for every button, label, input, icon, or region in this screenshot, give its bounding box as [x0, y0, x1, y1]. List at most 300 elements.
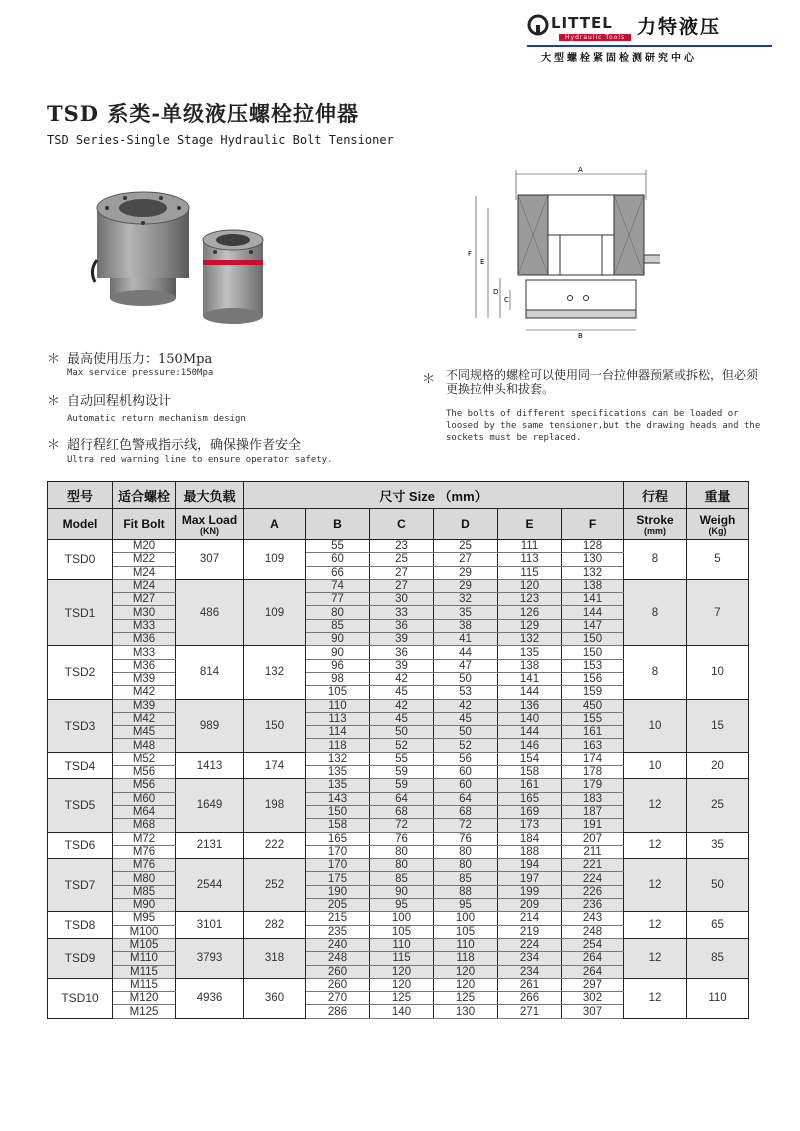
cell-model: TSD4: [48, 752, 113, 779]
dimension-drawing: [460, 160, 660, 340]
cell-dim-a: 252: [244, 859, 306, 912]
cell-dim-e: 169: [498, 805, 562, 818]
col-stroke-en: [624, 509, 687, 540]
cell-dim-d: 50: [434, 672, 498, 685]
cell-dim-e: 144: [498, 686, 562, 699]
cell-dim-d: 60: [434, 779, 498, 792]
cell-dim-d: 72: [434, 819, 498, 832]
cell-dim-e: 188: [498, 845, 562, 858]
cell-dim-e: 111: [498, 540, 562, 553]
cell-dim-c: 110: [370, 938, 434, 951]
cell-stroke: 8: [624, 540, 687, 580]
cell-dim-b: 270: [306, 992, 370, 1005]
cell-dim-c: 76: [370, 832, 434, 845]
cell-dim-f: 153: [562, 659, 624, 672]
cell-stroke: 12: [624, 938, 687, 978]
cell-dim-f: 179: [562, 779, 624, 792]
cell-model: TSD3: [48, 699, 113, 752]
cell-fit-bolt: M27: [113, 593, 176, 606]
cell-dim-d: 100: [434, 912, 498, 925]
cell-dim-f: 178: [562, 766, 624, 779]
col-bolt-en: Fit Bolt: [113, 509, 176, 540]
cell-fit-bolt: M60: [113, 792, 176, 805]
cell-max-load: 1649: [176, 779, 244, 832]
cell-stroke: 12: [624, 978, 687, 1018]
col-load-en: [176, 509, 244, 540]
cell-dim-f: 264: [562, 965, 624, 978]
cell-dim-b: 96: [306, 659, 370, 672]
cell-dim-a: 109: [244, 540, 306, 580]
table-row: [48, 752, 749, 765]
cell-stroke: 12: [624, 832, 687, 859]
cell-model: TSD5: [48, 779, 113, 832]
col-load-cn: 最大负载: [176, 482, 244, 509]
cell-dim-c: 90: [370, 885, 434, 898]
cell-dim-c: 68: [370, 805, 434, 818]
cell-fit-bolt: M85: [113, 885, 176, 898]
cell-dim-b: 190: [306, 885, 370, 898]
table-row: [48, 579, 749, 592]
cell-fit-bolt: M76: [113, 845, 176, 858]
cell-dim-f: 207: [562, 832, 624, 845]
cell-fit-bolt: M80: [113, 872, 176, 885]
cell-dim-c: 59: [370, 766, 434, 779]
table-row: [48, 832, 749, 845]
feature-note-en: The bolts of different specifications can be loaded or loosed by the same tensioner,but the drawing heads and the sockets must be replaced.: [446, 409, 761, 443]
cell-dim-d: 120: [434, 978, 498, 991]
cell-max-load: 486: [176, 579, 244, 645]
page-subtitle: TSD Series-Single Stage Hydraulic Bolt Tensioner: [47, 133, 394, 147]
cell-dim-c: 95: [370, 899, 434, 912]
cell-dim-f: 254: [562, 938, 624, 951]
cell-dim-e: 224: [498, 938, 562, 951]
cell-dim-e: 135: [498, 646, 562, 659]
cell-dim-e: 214: [498, 912, 562, 925]
cell-dim-e: 129: [498, 619, 562, 632]
cell-dim-c: 36: [370, 646, 434, 659]
cell-dim-e: 154: [498, 752, 562, 765]
cell-dim-e: 234: [498, 952, 562, 965]
cell-dim-d: 35: [434, 606, 498, 619]
cell-fit-bolt: M56: [113, 766, 176, 779]
cell-dim-c: 55: [370, 752, 434, 765]
dim-label-d: D: [493, 288, 499, 296]
cell-dim-d: 60: [434, 766, 498, 779]
cell-model: TSD7: [48, 859, 113, 912]
cell-dim-b: 77: [306, 593, 370, 606]
cell-dim-f: 226: [562, 885, 624, 898]
cell-fit-bolt: M90: [113, 899, 176, 912]
cell-fit-bolt: M95: [113, 912, 176, 925]
feature-note: [422, 368, 762, 448]
cell-dim-f: 161: [562, 726, 624, 739]
cell-fit-bolt: M33: [113, 619, 176, 632]
cell-stroke: 12: [624, 779, 687, 832]
cell-dim-f: 264: [562, 952, 624, 965]
cell-dim-c: 39: [370, 633, 434, 646]
cell-dim-f: 159: [562, 686, 624, 699]
cell-dim-f: 174: [562, 752, 624, 765]
cell-fit-bolt: M24: [113, 566, 176, 579]
cell-dim-e: 271: [498, 1005, 562, 1018]
cell-dim-d: 130: [434, 1005, 498, 1018]
cell-fit-bolt: M42: [113, 686, 176, 699]
table-row: [48, 699, 749, 712]
col-load-en-label: Max Load: [181, 512, 238, 527]
cell-dim-d: 118: [434, 952, 498, 965]
cell-dim-f: 221: [562, 859, 624, 872]
table-row: [48, 912, 749, 925]
spec-table: [47, 481, 749, 1019]
cell-dim-d: 105: [434, 925, 498, 938]
col-stroke-en-label: Stroke: [636, 512, 674, 527]
cell-fit-bolt: M33: [113, 646, 176, 659]
cell-dim-d: 88: [434, 885, 498, 898]
col-dim-f: F: [562, 509, 624, 540]
cell-fit-bolt: M36: [113, 659, 176, 672]
cell-dim-f: 307: [562, 1005, 624, 1018]
col-bolt-cn: 适合螺栓: [113, 482, 176, 509]
feature-2-cn: 自动回程机构设计: [67, 394, 172, 409]
cell-dim-d: 25: [434, 540, 498, 553]
cell-fit-bolt: M100: [113, 925, 176, 938]
cell-dim-c: 125: [370, 992, 434, 1005]
col-stroke-cn: 行程: [624, 482, 687, 509]
cell-dim-b: 260: [306, 978, 370, 991]
cell-dim-c: 27: [370, 566, 434, 579]
table-row: [48, 978, 749, 991]
cell-dim-f: 132: [562, 566, 624, 579]
cell-dim-b: 98: [306, 672, 370, 685]
cell-dim-e: 158: [498, 766, 562, 779]
cell-dim-e: 199: [498, 885, 562, 898]
cell-dim-f: 150: [562, 646, 624, 659]
col-load-unit: (KN): [200, 525, 219, 536]
cell-dim-c: 45: [370, 712, 434, 725]
cell-dim-d: 80: [434, 859, 498, 872]
cell-dim-b: 90: [306, 633, 370, 646]
cell-dim-b: 114: [306, 726, 370, 739]
cell-dim-a: 132: [244, 646, 306, 699]
cell-dim-f: 243: [562, 912, 624, 925]
cell-dim-c: 45: [370, 686, 434, 699]
cell-dim-c: 115: [370, 952, 434, 965]
cell-dim-e: 197: [498, 872, 562, 885]
cell-dim-c: 85: [370, 872, 434, 885]
feature-list: [47, 348, 407, 468]
col-dim-b: B: [306, 509, 370, 540]
cell-dim-c: 27: [370, 579, 434, 592]
cell-dim-c: 52: [370, 739, 434, 752]
cell-dim-b: 165: [306, 832, 370, 845]
cell-weight: 35: [687, 832, 749, 859]
cell-dim-b: 118: [306, 739, 370, 752]
cell-max-load: 307: [176, 540, 244, 580]
cell-stroke: 10: [624, 699, 687, 752]
col-weight-en: [687, 509, 749, 540]
cell-dim-f: 155: [562, 712, 624, 725]
cell-max-load: 2544: [176, 859, 244, 912]
cell-dim-e: 136: [498, 699, 562, 712]
cell-fit-bolt: M30: [113, 606, 176, 619]
cell-stroke: 12: [624, 912, 687, 939]
cell-dim-b: 60: [306, 553, 370, 566]
cell-dim-e: 161: [498, 779, 562, 792]
cell-dim-d: 27: [434, 553, 498, 566]
cell-dim-b: 260: [306, 965, 370, 978]
cell-dim-e: 219: [498, 925, 562, 938]
cell-dim-c: 59: [370, 779, 434, 792]
cell-dim-b: 132: [306, 752, 370, 765]
cell-dim-e: 194: [498, 859, 562, 872]
cell-fit-bolt: M64: [113, 805, 176, 818]
cell-dim-c: 30: [370, 593, 434, 606]
cell-dim-e: 184: [498, 832, 562, 845]
cell-dim-e: 146: [498, 739, 562, 752]
col-dim-e: E: [498, 509, 562, 540]
cell-weight: 25: [687, 779, 749, 832]
cell-dim-f: 450: [562, 699, 624, 712]
cell-fit-bolt: M36: [113, 633, 176, 646]
cell-stroke: 12: [624, 859, 687, 912]
cell-dim-c: 72: [370, 819, 434, 832]
cell-dim-d: 38: [434, 619, 498, 632]
cell-fit-bolt: M72: [113, 832, 176, 845]
cell-dim-c: 39: [370, 659, 434, 672]
cell-dim-f: 183: [562, 792, 624, 805]
table-row: [48, 938, 749, 951]
col-weight-en-label: Weigh: [699, 512, 736, 527]
cell-dim-b: 113: [306, 712, 370, 725]
bullet-star-icon: ＊: [47, 394, 61, 409]
cell-model: TSD10: [48, 978, 113, 1018]
feature-3-cn: 超行程红色警戒指示线，确保操作者安全: [67, 438, 302, 453]
cell-fit-bolt: M56: [113, 779, 176, 792]
cell-dim-e: 173: [498, 819, 562, 832]
cell-dim-e: 126: [498, 606, 562, 619]
cell-dim-b: 150: [306, 805, 370, 818]
cell-dim-b: 55: [306, 540, 370, 553]
cell-dim-d: 41: [434, 633, 498, 646]
cell-dim-f: 128: [562, 540, 624, 553]
cell-fit-bolt: M52: [113, 752, 176, 765]
spec-table-body: [48, 540, 749, 1019]
dim-label-b: B: [578, 332, 583, 340]
brand-name-cn: 力特液压: [637, 16, 722, 38]
cell-fit-bolt: M68: [113, 819, 176, 832]
feature-3-en: Ultra red warning line to ensure operator safety.: [67, 455, 333, 465]
cell-dim-b: 286: [306, 1005, 370, 1018]
table-row: [48, 859, 749, 872]
cell-dim-c: 42: [370, 672, 434, 685]
feature-1-en: Max service pressure:150Mpa: [67, 368, 214, 378]
col-weight-unit: (Kg): [708, 525, 727, 536]
cell-dim-c: 36: [370, 619, 434, 632]
cell-dim-f: 248: [562, 925, 624, 938]
brand-header: [527, 12, 772, 64]
cell-dim-d: 68: [434, 805, 498, 818]
cell-dim-a: 109: [244, 579, 306, 645]
cell-dim-a: 318: [244, 938, 306, 978]
cell-weight: 65: [687, 912, 749, 939]
table-row: [48, 540, 749, 553]
cell-dim-c: 100: [370, 912, 434, 925]
cell-dim-d: 85: [434, 872, 498, 885]
cell-fit-bolt: M42: [113, 712, 176, 725]
product-photo: [85, 178, 275, 328]
cell-weight: 85: [687, 938, 749, 978]
cell-weight: 15: [687, 699, 749, 752]
cell-model: TSD9: [48, 938, 113, 978]
bullet-star-icon: ＊: [422, 372, 436, 387]
cell-max-load: 4936: [176, 978, 244, 1018]
cell-dim-f: 156: [562, 672, 624, 685]
cell-dim-b: 80: [306, 606, 370, 619]
cell-fit-bolt: M22: [113, 553, 176, 566]
cell-dim-f: 211: [562, 845, 624, 858]
dim-label-f: F: [468, 250, 473, 258]
cell-fit-bolt: M48: [113, 739, 176, 752]
cell-dim-f: 302: [562, 992, 624, 1005]
cell-dim-f: 236: [562, 899, 624, 912]
cell-dim-f: 141: [562, 593, 624, 606]
cell-dim-c: 80: [370, 859, 434, 872]
cell-dim-d: 56: [434, 752, 498, 765]
cell-dim-d: 53: [434, 686, 498, 699]
cell-dim-f: 147: [562, 619, 624, 632]
cell-dim-f: 297: [562, 978, 624, 991]
cell-dim-f: 187: [562, 805, 624, 818]
littel-logo-icon: [527, 14, 549, 36]
cell-dim-b: 240: [306, 938, 370, 951]
col-model-en: Model: [48, 509, 113, 540]
cell-dim-e: 123: [498, 593, 562, 606]
col-stroke-unit: (mm): [644, 525, 666, 536]
cell-dim-b: 248: [306, 952, 370, 965]
cell-dim-c: 64: [370, 792, 434, 805]
cell-dim-d: 125: [434, 992, 498, 1005]
cell-weight: 50: [687, 859, 749, 912]
cell-fit-bolt: M105: [113, 938, 176, 951]
cell-dim-d: 42: [434, 699, 498, 712]
cell-dim-d: 32: [434, 593, 498, 606]
cell-dim-f: 163: [562, 739, 624, 752]
cell-fit-bolt: M39: [113, 699, 176, 712]
col-model-cn: 型号: [48, 482, 113, 509]
cell-fit-bolt: M39: [113, 672, 176, 685]
cell-fit-bolt: M115: [113, 978, 176, 991]
cell-dim-d: 120: [434, 965, 498, 978]
cell-dim-c: 80: [370, 845, 434, 858]
dim-label-c: C: [504, 296, 509, 304]
cell-dim-b: 205: [306, 899, 370, 912]
dim-label-e: E: [480, 258, 485, 266]
cell-dim-e: 209: [498, 899, 562, 912]
cell-max-load: 989: [176, 699, 244, 752]
cell-dim-e: 141: [498, 672, 562, 685]
feature-2-en: Automatic return mechanism design: [67, 414, 246, 424]
cell-dim-c: 42: [370, 699, 434, 712]
col-dim-d: D: [434, 509, 498, 540]
cell-dim-e: 144: [498, 726, 562, 739]
cell-dim-b: 105: [306, 686, 370, 699]
col-dim-a: A: [244, 509, 306, 540]
cell-dim-d: 95: [434, 899, 498, 912]
cell-fit-bolt: M110: [113, 952, 176, 965]
cell-dim-b: 170: [306, 845, 370, 858]
feature-1-cn: 最高使用压力：150Mpa: [67, 352, 213, 367]
cell-fit-bolt: M115: [113, 965, 176, 978]
cell-dim-f: 191: [562, 819, 624, 832]
cell-dim-e: 132: [498, 633, 562, 646]
cell-fit-bolt: M120: [113, 992, 176, 1005]
cell-weight: 5: [687, 540, 749, 580]
cell-max-load: 1413: [176, 752, 244, 779]
col-size-header: 尺寸 Size （mm）: [244, 482, 624, 509]
cell-stroke: 8: [624, 579, 687, 645]
cell-dim-c: 25: [370, 553, 434, 566]
cell-max-load: 2131: [176, 832, 244, 859]
cell-dim-b: 135: [306, 779, 370, 792]
cell-model: TSD0: [48, 540, 113, 580]
cell-dim-e: 120: [498, 579, 562, 592]
cell-dim-e: 234: [498, 965, 562, 978]
cell-dim-d: 29: [434, 579, 498, 592]
cell-dim-c: 50: [370, 726, 434, 739]
cell-dim-b: 158: [306, 819, 370, 832]
cell-model: TSD2: [48, 646, 113, 699]
cell-dim-c: 120: [370, 978, 434, 991]
table-row: [48, 779, 749, 792]
cell-dim-d: 50: [434, 726, 498, 739]
bullet-star-icon: ＊: [47, 438, 61, 453]
cell-dim-d: 80: [434, 845, 498, 858]
cell-dim-f: 144: [562, 606, 624, 619]
cell-fit-bolt: M76: [113, 859, 176, 872]
cell-stroke: 8: [624, 646, 687, 699]
bullet-star-icon: ＊: [47, 352, 61, 367]
brand-name: LITTEL: [551, 14, 613, 32]
cell-max-load: 3101: [176, 912, 244, 939]
cell-model: TSD1: [48, 579, 113, 645]
brand-subtitle: Hydraulic Tools: [559, 34, 631, 41]
cell-dim-c: 120: [370, 965, 434, 978]
cell-dim-d: 44: [434, 646, 498, 659]
cell-max-load: 3793: [176, 938, 244, 978]
cell-fit-bolt: M20: [113, 540, 176, 553]
col-weight-cn: 重量: [687, 482, 749, 509]
cell-dim-e: 113: [498, 553, 562, 566]
cell-dim-c: 140: [370, 1005, 434, 1018]
brand-tagline: 大型螺栓紧固检测研究中心: [541, 53, 697, 64]
cell-dim-b: 74: [306, 579, 370, 592]
cell-dim-a: 282: [244, 912, 306, 939]
cell-max-load: 814: [176, 646, 244, 699]
cell-dim-a: 360: [244, 978, 306, 1018]
cell-weight: 110: [687, 978, 749, 1018]
cell-dim-c: 23: [370, 540, 434, 553]
cell-dim-d: 29: [434, 566, 498, 579]
page-title: TSD 系类-单级液压螺栓拉伸器: [47, 101, 360, 126]
cell-dim-d: 64: [434, 792, 498, 805]
cell-weight: 10: [687, 646, 749, 699]
cell-dim-c: 33: [370, 606, 434, 619]
cell-stroke: 10: [624, 752, 687, 779]
cell-dim-e: 165: [498, 792, 562, 805]
cell-dim-d: 76: [434, 832, 498, 845]
cell-fit-bolt: M45: [113, 726, 176, 739]
cell-dim-a: 150: [244, 699, 306, 752]
